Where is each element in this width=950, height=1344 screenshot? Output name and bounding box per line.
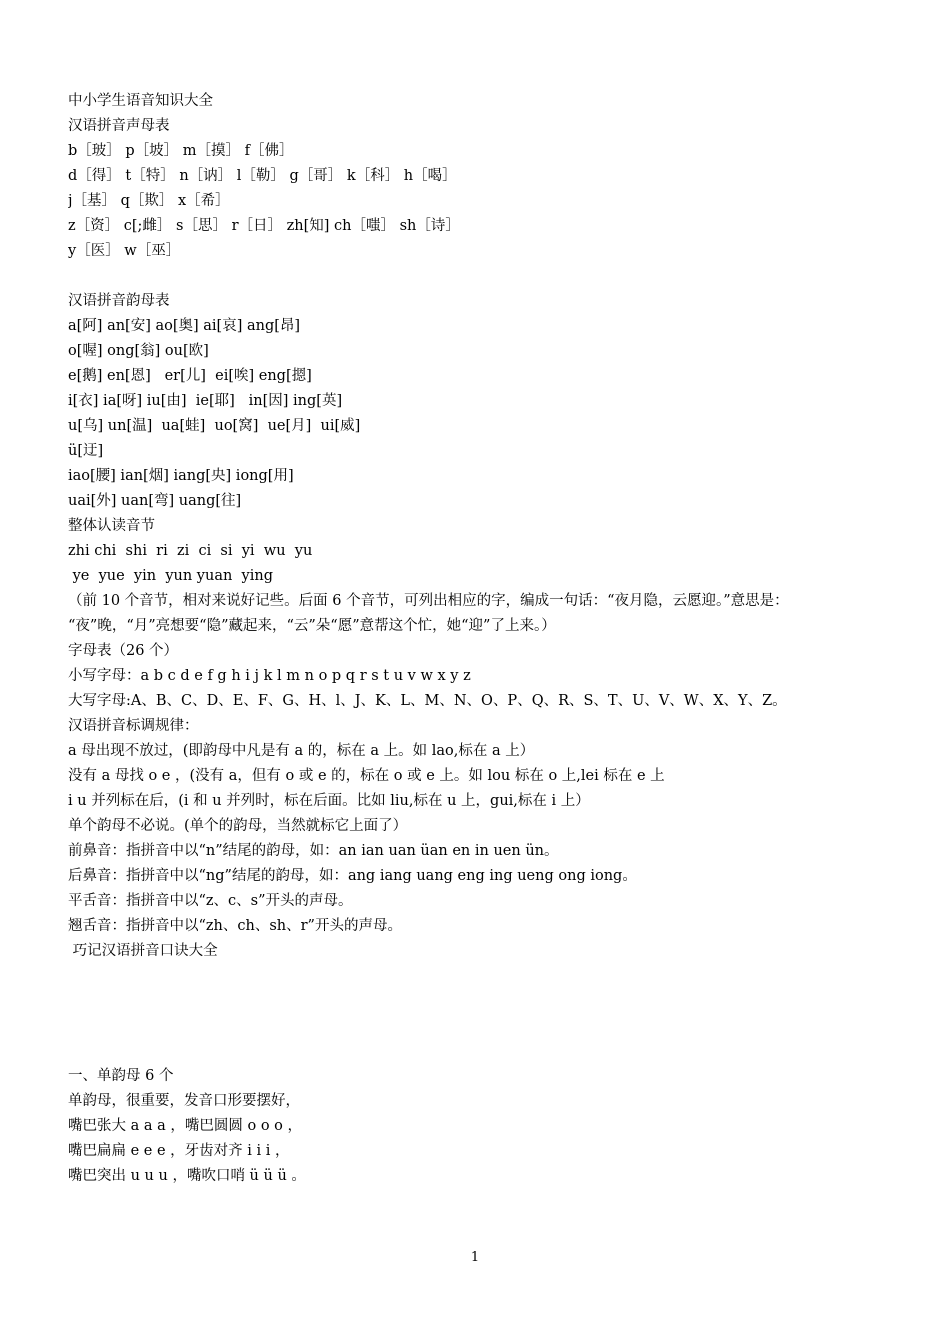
initials-heading: 汉语拼音声母表 (68, 118, 170, 134)
tone-rule: i u 并列标在后，(i 和 u 并列时，标在后面。比如 liu,标在 u 上，gui,标在 i 上） (68, 793, 590, 809)
tone-rule: 单个韵母不必说。(单个的韵母，当然就标它上面了） (68, 818, 408, 834)
whole-syllables-note: （前 10 个音节，相对来说好记些。后面 6 个音节，可列出相应的字，编成一句话：“夜月隐，云愿迎。”意思是： (68, 593, 789, 609)
whole-syllables-heading: 整体认读音节 (68, 518, 155, 534)
alphabet-uppercase: 大写字母:A、B、C、D、E、F、G、H、l、J、K、L、M、N、O、P、Q、R、S、T、U、V、W、X、Y、Z。 (68, 693, 787, 709)
definition-line: 平舌音：指拼音中以“z、c、s”开头的声母。 (68, 893, 353, 909)
initials-row: z［资］ c[;雌］ s［思］ r［日］ zh[知] ch［嗤］ sh［诗］ (68, 218, 460, 234)
whole-syllables-row: zhi chi shi ri zi ci si yi wu yu (68, 543, 313, 559)
initials-row: y［医］ w［巫］ (68, 243, 181, 259)
section-one-heading: 一、单韵母 6 个 (68, 1068, 174, 1084)
finals-heading: 汉语拼音韵母表 (68, 293, 170, 309)
finals-row: u[乌] un[温] ua[蛙] uo[窝] ue[月] ui[威] (68, 418, 361, 434)
finals-row: iao[腰] ian[烟] iang[央] iong[用] (68, 468, 294, 484)
alphabet-lowercase: 小写字母：a b c d e f g h i j k l m n o p q r s t u v w x y z (68, 668, 471, 684)
finals-row: a[阿] an[安] ao[奥] ai[哀] ang[昂] (68, 318, 301, 334)
tone-rule: a 母出现不放过，(即韵母中凡是有 a 的，标在 a 上。如 lao,标在 a 上） (68, 743, 535, 759)
definition-line: 后鼻音：指拼音中以“ng”结尾的韵母，如：ang iang uang eng ing ueng ong iong。 (68, 868, 637, 884)
finals-row: e[鹅] en[恩] er[儿] ei[唉] eng[摁] (68, 368, 312, 384)
section-one-row: 嘴巴扁扁 e e e ，牙齿对齐 i i i ， (68, 1143, 290, 1159)
initials-row: j［基］ q［欺］ x［希］ (68, 193, 230, 209)
document-title: 中小学生语音知识大全 (68, 93, 213, 109)
whole-syllables-note: “夜”晚，“月”亮想要“隐”藏起来，“云”朵“愿”意帮这个忙，她“迎”了上来。） (68, 618, 556, 634)
whole-syllables-row: ye yue yin yun yuan ying (68, 568, 273, 584)
section-one-row: 嘴巴突出 u u u ，嘴吹口哨 ü ü ü 。 (68, 1168, 306, 1184)
finals-row: ü[迂] (68, 443, 104, 459)
section-one-row: 单韵母，很重要，发音口形要摆好， (68, 1093, 300, 1109)
initials-row: d［得］ t［特］ n［讷］ l［勒］ g［哥］ k［科］ h［喝］ (68, 168, 457, 184)
mnemonics-heading: 巧记汉语拼音口诀大全 (68, 943, 218, 959)
finals-row: uai[外] uan[弯] uang[往] (68, 493, 242, 509)
document-body (68, 89, 898, 1189)
page-number: 1 (470, 1250, 480, 1265)
blank-line (68, 264, 898, 289)
blank-space (68, 964, 898, 1064)
initials-row: b［玻］ p［坡］ m［摸］ f［佛］ (68, 143, 294, 159)
tone-rules-heading: 汉语拼音标调规律： (68, 718, 199, 734)
alphabet-heading: 字母表（26 个） (68, 643, 179, 659)
definition-line: 前鼻音：指拼音中以“n”结尾的韵母，如：an ian uan üan en in uen ün。 (68, 843, 559, 859)
section-one-row: 嘴巴张大 a a a ，嘴巴圆圆 o o o ， (68, 1118, 302, 1134)
definition-line: 翘舌音：指拼音中以“zh、ch、sh、r”开头的声母。 (68, 918, 402, 934)
finals-row: o[喔] ong[翁] ou[欧] (68, 343, 209, 359)
tone-rule: 没有 a 母找 o e ，(没有 a，但有 o 或 e 的，标在 o 或 e 上。如 lou 标在 o 上,lei 标在 e 上 (68, 768, 665, 784)
finals-row: i[衣] ia[呀] iu[由] ie[耶] in[因] ing[英] (68, 393, 343, 409)
